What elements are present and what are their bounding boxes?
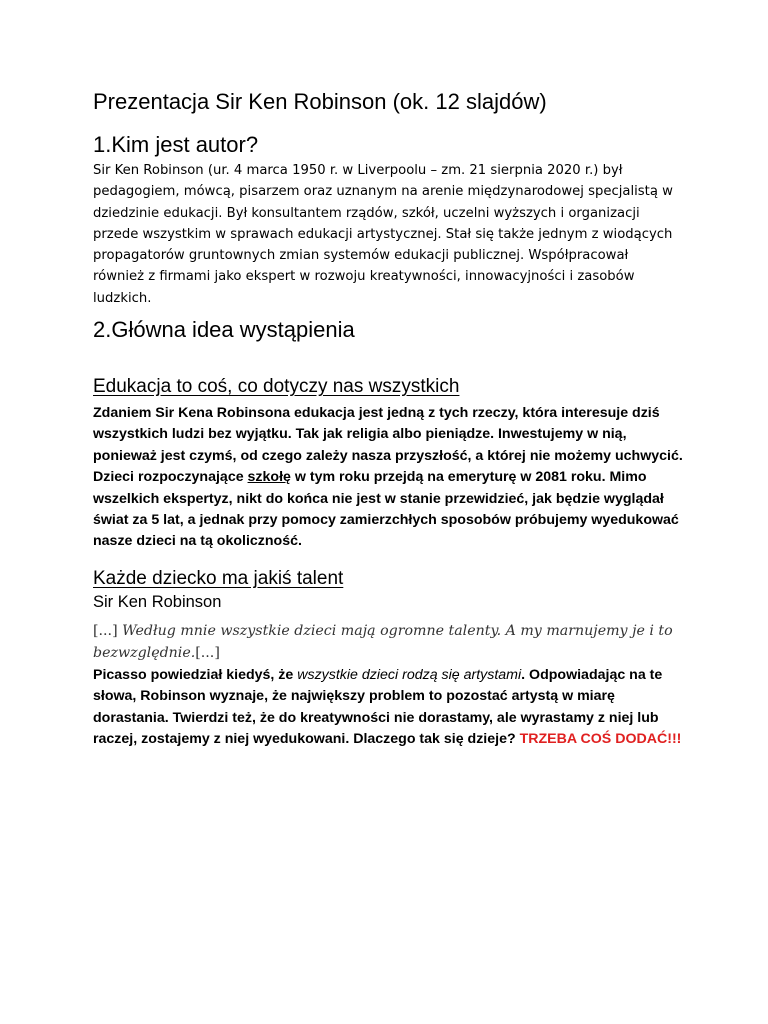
subheading-education: Edukacja to coś, co dotyczy nas wszystkich xyxy=(93,376,460,397)
subheading-talent: Każde dziecko ma jakiś talent xyxy=(93,568,344,589)
quote-text: Według mnie wszystkie dzieci mają ogromne talenty. A my marnujemy je i to bezwzględnie. xyxy=(93,623,673,661)
author-bio-paragraph: Sir Ken Robinson (ur. 4 marca 1950 r. w Liverpoolu – zm. 21 sierpnia 2020 r.) był pedagogiem, mówcą, pisarzem oraz uznanym na arenie międzynarodowej specjalistą w dziedzinie edukacji. Był konsultantem rządów, szkół, uczelni wyższych i organizacji przede wszystkim w sprawach edukacji artystycznej. Stał się także jednym z wiodących propagatorów gruntownych zmian systemów edukacji publicznej. Współpracował również z firmami jako ekspert w rozwoju kreatywności, innowacyjności i zasobów ludzkich. xyxy=(93,163,673,306)
education-paragraph-part1: Zdaniem Sir Kena Robinsona edukacja jest jedną z tych rzeczy, która interesuje dziś wszystkich ludzi bez wyjątku. Tak jak religia albo pieniądze. Inwestujemy w nią, ponieważ jest czymś, od czego zależy nasza przyszłość, a której nie możemy uchwycić. Dzieci rozpoczynające xyxy=(93,405,683,486)
education-paragraph xyxy=(93,403,683,553)
education-underlined-word: szkołę xyxy=(247,469,291,486)
picasso-paragraph-start: Picasso powiedział kiedyś, że xyxy=(93,667,298,683)
picasso-paragraph xyxy=(93,665,683,751)
picasso-paragraph-rest: . Odpowiadając na te słowa, Robinson wyznaje, że największy problem to pozostać artystą w miarę dorastania. Twierdzi też, że do kreatywności nie dorastamy, ale wyrastamy z niej lub raczej, zostajemy z niej wyedukowani. Dlaczego tak się dzieje? xyxy=(93,667,663,748)
document-title: Prezentacja Sir Ken Robinson (ok. 12 slajdów) xyxy=(93,89,547,114)
quote-close-bracket: [...] xyxy=(195,645,220,661)
quote-open-bracket: [...] xyxy=(93,623,123,639)
education-paragraph-part2: w tym roku przejdą na emeryturę w 2081 roku. Mimo wszelkich ekspertyz, nikt do końca nie jest w stanie przewidzieć, jak będzie wyglądał świat za 5 lat, a jednak przy pomocy zamierzchłych sposobów próbujemy wyedukować nasze dzieci na tą okoliczność. xyxy=(93,469,679,550)
section-heading-author: 1.Kim jest autor? xyxy=(93,132,259,157)
section-heading-main-idea: 2.Główna idea wystąpienia xyxy=(93,317,355,342)
todo-note-red: TRZEBA COŚ DODAĆ!!! xyxy=(519,731,682,748)
talent-quote xyxy=(93,620,683,664)
quote-author: Sir Ken Robinson xyxy=(93,593,222,611)
picasso-italic-quote: wszystkie dzieci rodzą się artystami xyxy=(297,667,522,683)
